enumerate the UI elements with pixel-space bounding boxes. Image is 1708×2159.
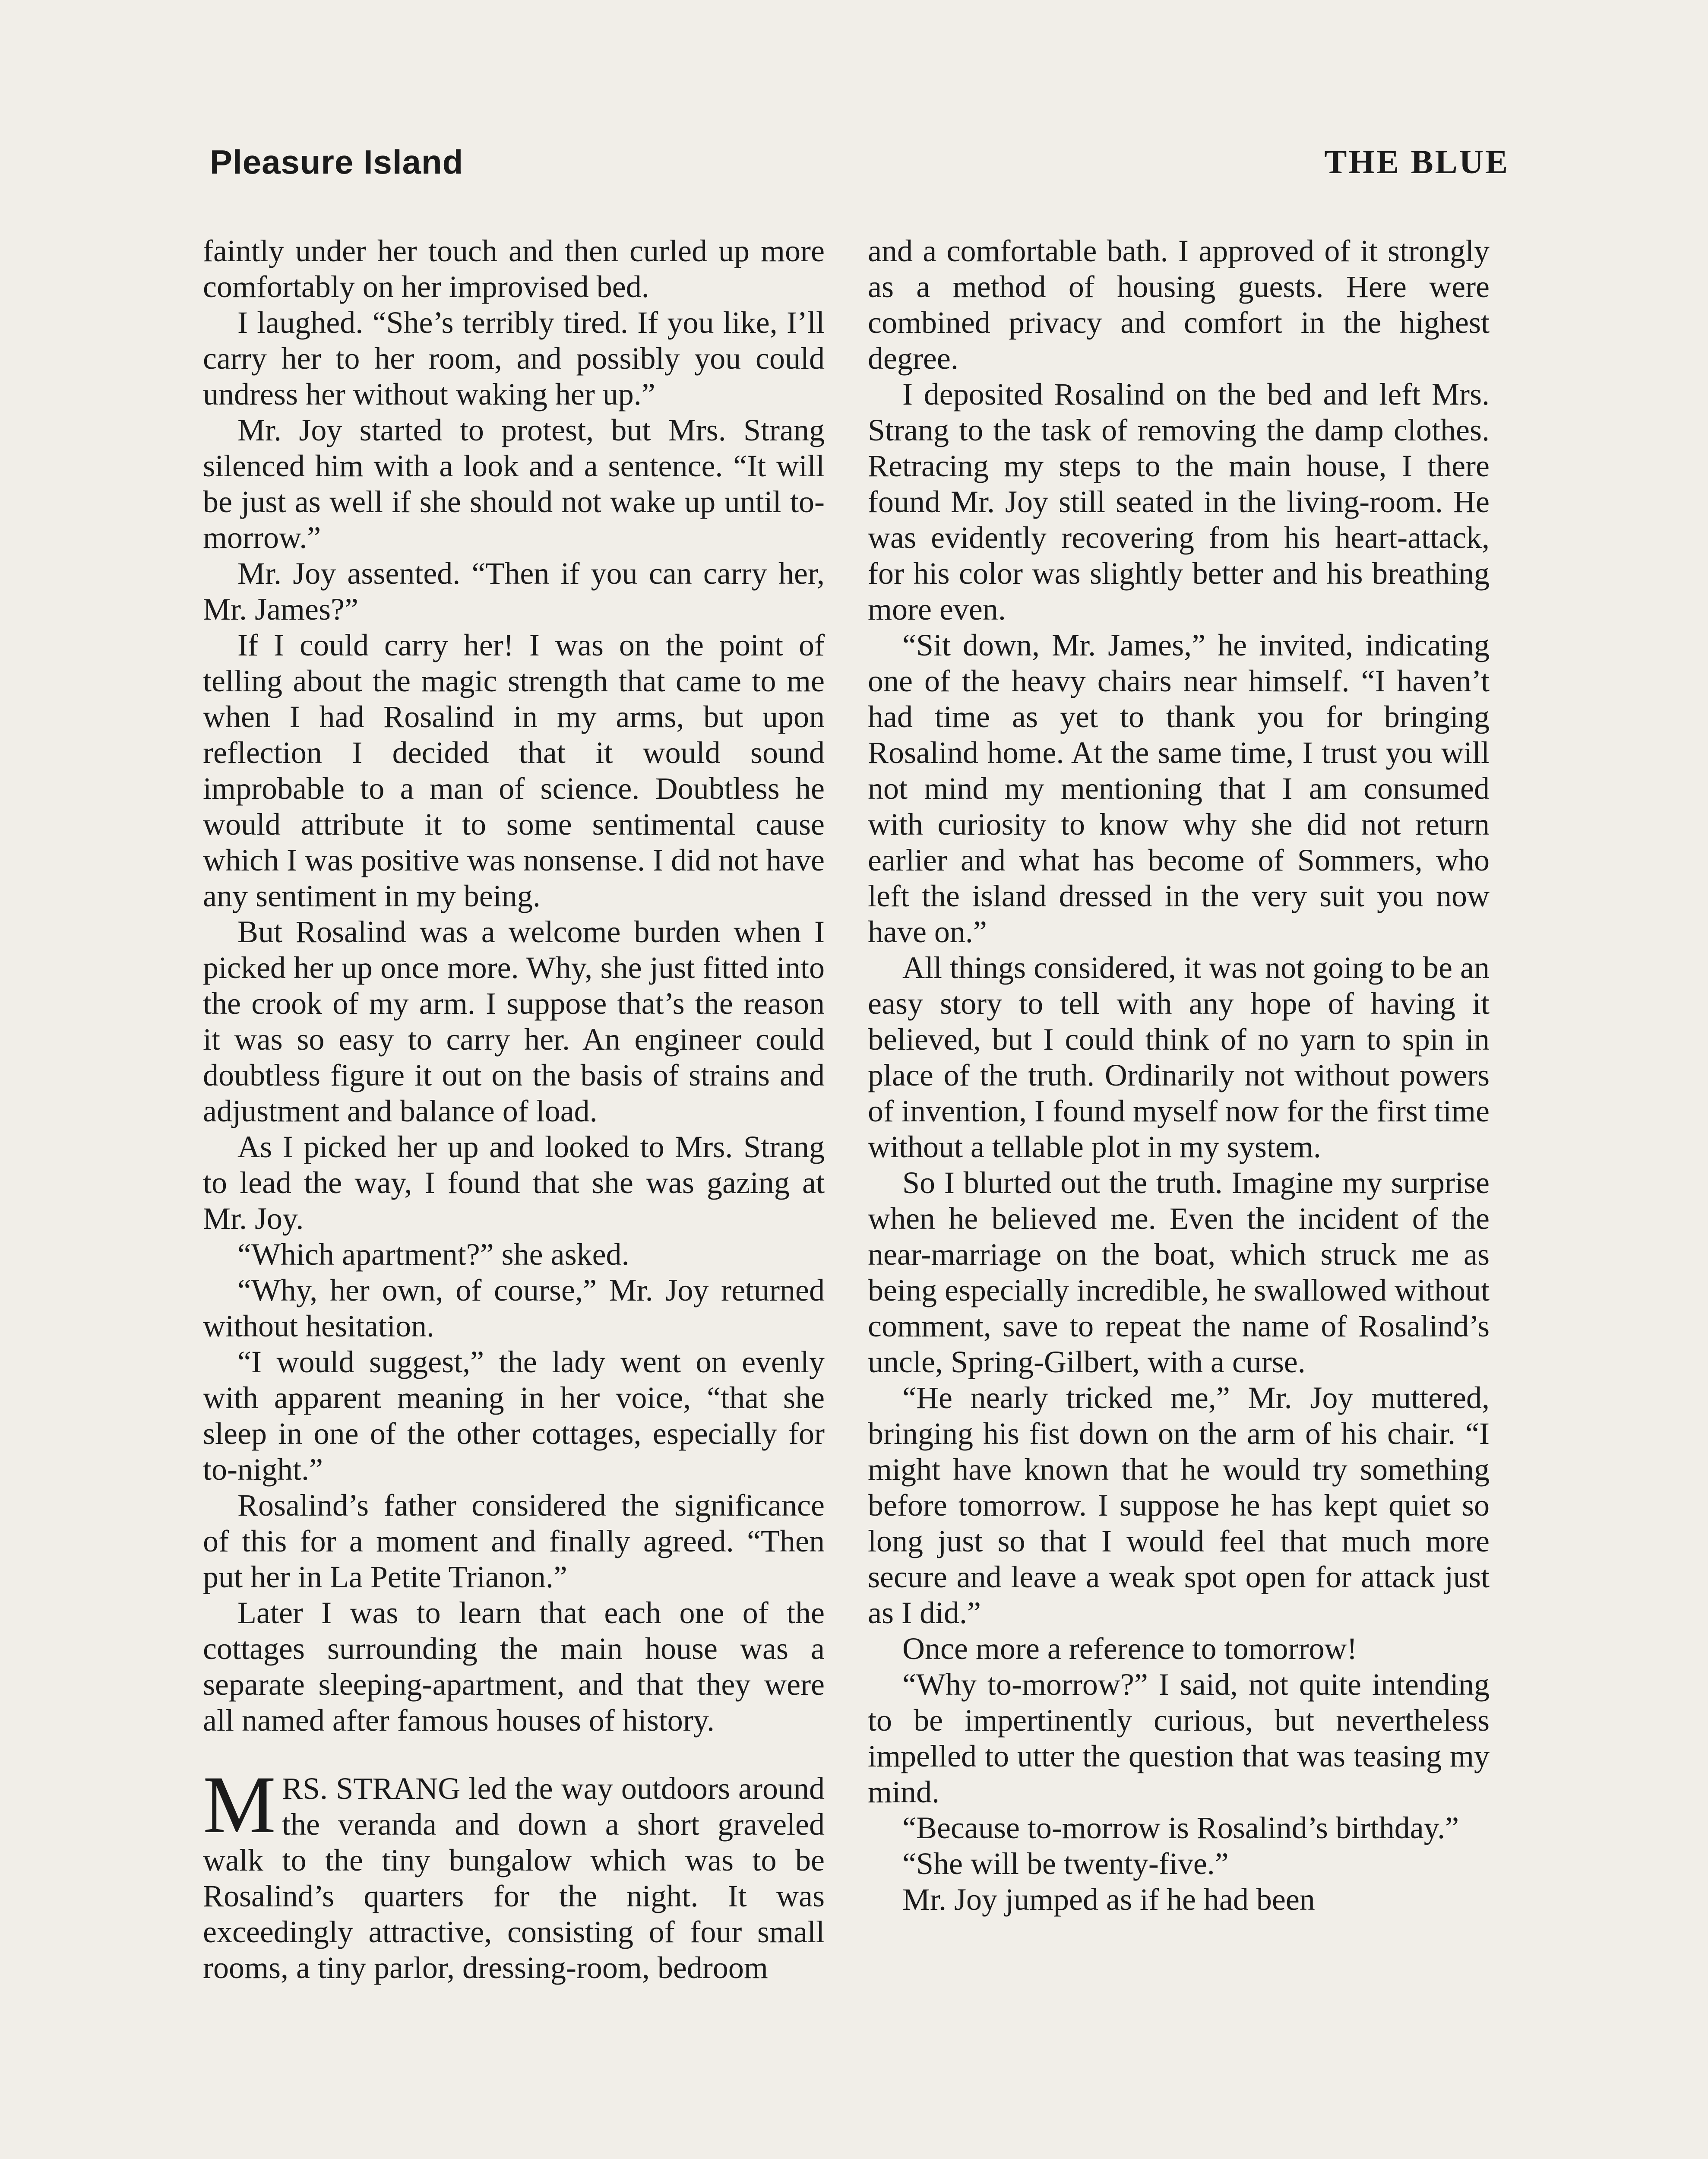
paragraph: “I would suggest,” the lady went on evenly with apparent meaning in her voice, “that she sleep in one of the other cottages, especially for to-night.” [203, 1345, 825, 1487]
paragraph: “Why, her own, of course,” Mr. Joy returned without hesitation. [203, 1273, 825, 1343]
paragraph: “She will be twenty-five.” [902, 1846, 1229, 1881]
paragraph: But Rosalind was a welcome burden when I picked her up once more. Why, she just fitted into the crook of my arm. I suppose that’s the reason it was so easy to carry her. An engineer could doubtless figure it out on the basis of strains and adjustment and balance of load. [203, 915, 825, 1128]
paragraph: Mr. Joy assented. “Then if you can carry her, Mr. James?” [203, 556, 825, 627]
paragraph: Mr. Joy started to protest, but Mrs. Strang silenced him with a look and a sentence. “It will be just as well if she should not wake up until to-morrow.” [203, 413, 825, 555]
running-title-left: Pleasure Island [210, 143, 464, 181]
paragraph: So I blurted out the truth. Imagine my surprise when he believed me. Even the incident of the near-marriage on the boat, which struck me as being especially incredible, he swallowed without comment, save to repeat the name of Rosalind’s uncle, Spring-Gilbert, with a curse. [868, 1165, 1490, 1379]
paragraph: I laughed. “She’s terribly tired. If you like, I’ll carry her to her room, and possibly you could undress her without waking her up.” [203, 305, 825, 412]
paragraph: I deposited Rosalind on the bed and left Mrs. Strang to the task of removing the damp clothes. Retracing my steps to the main house, I there found Mr. Joy still seated in the living-room. He was evidently recovering from his heart-attack, for his color was slightly better and his breathing more even. [868, 377, 1490, 627]
paragraph: “Sit down, Mr. James,” he invited, indicating one of the heavy chairs near himself. “I haven’t had time as yet to thank you for bringing Rosalind home. At the same time, I trust you will not mind my mentioning that I am consumed with curiosity to know why she did not return earlier and what has become of Sommers, who left the island dressed in the very suit you now have on.” [868, 628, 1490, 949]
paragraph: Mr. Joy jumped as if he had been [902, 1882, 1315, 1917]
paragraph: Rosalind’s father considered the significance of this for a moment and finally agreed. “Then put her in La Petite Trianon.” [203, 1488, 825, 1594]
drop-cap: M [203, 1760, 276, 1850]
left-column [203, 233, 825, 1986]
running-title-right: THE BLUE [1324, 143, 1509, 180]
paragraph: “Which apartment?” she asked. [237, 1237, 629, 1272]
paragraph: and a comfortable bath. I approved of it strongly as a method of housing guests. Here were combined privacy and comfort in the highest degree. [868, 234, 1490, 376]
paragraph: “Why to-morrow?” I said, not quite intending to be impertinently curious, but nevertheless impelled to utter the question that was teasing my mind. [868, 1667, 1490, 1809]
section-paragraph [203, 1760, 825, 1986]
running-header [210, 142, 1509, 194]
paragraph: Once more a reference to tomorrow! [902, 1631, 1357, 1666]
paragraph: “Because to-morrow is Rosalind’s birthday.” [902, 1811, 1459, 1845]
paragraph: faintly under her touch and then curled up more comfortably on her improvised bed. [203, 234, 825, 304]
paragraph: Later I was to learn that each one of the cottages surrounding the main house was a separate sleeping-apartment, and that they were all named after famous houses of history. [203, 1596, 825, 1738]
paragraph: As I picked her up and looked to Mrs. Strang to lead the way, I found that she was gazing at Mr. Joy. [203, 1130, 825, 1236]
paragraph: If I could carry her! I was on the point of telling about the magic strength that came to me when I had Rosalind in my arms, but upon reflection I decided that it would sound improbable to a man of science. Doubtless he would attribute it to some sentimental cause which I was positive was nonsense. I did not have any sentiment in my being. [203, 628, 825, 913]
section-paragraph-text: RS. STRANG led the way outdoors around the veranda and down a short graveled walk to the tiny bungalow which was to be Rosalind’s quarters for the night. It was exceedingly attractive, consisting of four small rooms, a tiny parlor, dressing-room, bedroom [203, 1771, 825, 1985]
right-column [868, 233, 1490, 1918]
paragraph: “He nearly tricked me,” Mr. Joy muttered, bringing his fist down on the arm of his chair. “I might have known that he would try something before tomorrow. I suppose he has kept quiet so long just so that I would feel that much more secure and leave a weak spot open for attack just as I did.” [868, 1380, 1490, 1630]
paragraph: All things considered, it was not going to be an easy story to tell with any hope of having it believed, but I could think of no yarn to spin in place of the truth. Ordinarily not without powers of invention, I found myself now for the first time without a tellable plot in my system. [868, 950, 1490, 1164]
